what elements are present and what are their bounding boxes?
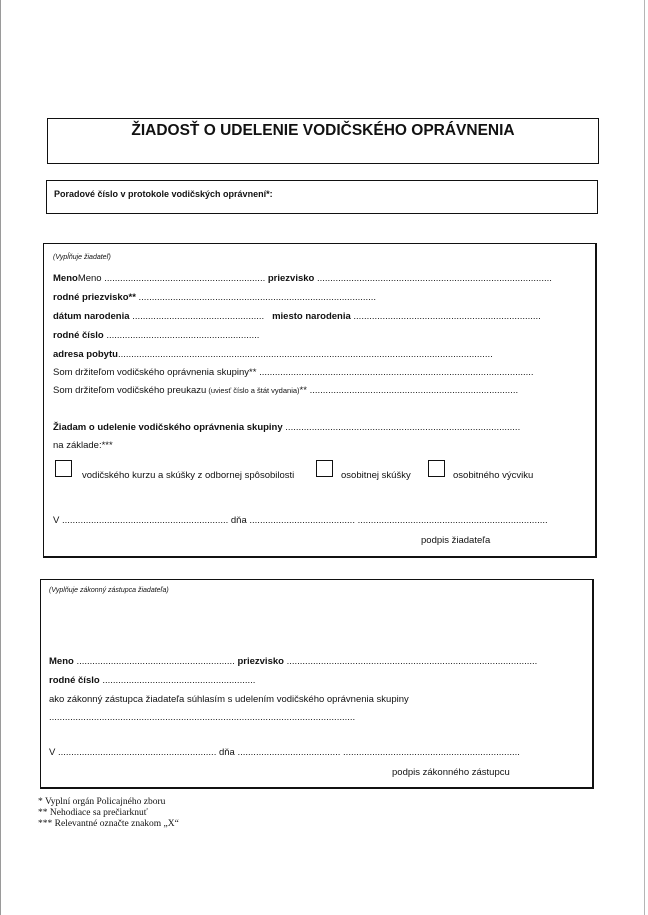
meno-label: Meno: [53, 273, 78, 284]
page-edge: [0, 0, 1, 915]
guardian-name-line[interactable]: [49, 656, 537, 668]
guardian-rodne-cislo-label: rodné číslo: [49, 675, 100, 686]
adresa-dots: ..............................................................................................................................................: [117, 349, 493, 360]
footnote-1: * Vyplní orgán Policajného zboru: [38, 797, 166, 807]
datum-dots: ..................................................: [129, 311, 265, 322]
applicant-birth-line[interactable]: [53, 311, 541, 323]
drzitel-opravnenia-label: Som držiteľom vodičského oprávnenia skupiny**: [53, 367, 257, 378]
drzitel-preukazu-note: (uviesť číslo a štát vydania): [206, 386, 300, 395]
checkbox-driving-course[interactable]: [55, 460, 72, 477]
drzitel-preukazu-dots: ...............................................................................: [306, 385, 519, 396]
rodne-priezvisko-dots: ..........................................................................................: [135, 292, 377, 303]
protocol-number-label: Poradové číslo v protokole vodičských oprávnení*:: [54, 189, 273, 199]
applicant-note: (Vypĺňuje žiadateľ): [53, 254, 111, 261]
rodne-priezvisko-label: rodné priezvisko**: [53, 292, 136, 303]
applicant-name-line[interactable]: [53, 273, 552, 285]
applicant-section: [43, 243, 597, 558]
option-driving-course-label: vodičského kurzu a skúšky z odbornej spôsobilosti: [82, 470, 295, 481]
miesto-dots: .......................................................................: [350, 311, 541, 322]
na-zaklade-label: na základe:***: [53, 440, 113, 451]
checkbox-special-training[interactable]: [428, 460, 445, 477]
guardian-meno-dots: ............................................................: [73, 656, 235, 667]
rodne-cislo-dots: ..........................................................: [103, 330, 260, 341]
rodne-cislo-label: rodné číslo: [53, 330, 104, 341]
applicant-maiden-name-line[interactable]: [53, 292, 376, 304]
applicant-place-date-line[interactable]: [53, 515, 548, 527]
guardian-birth-number-line[interactable]: [49, 675, 255, 687]
ziadam-dots: .........................................................................................: [282, 422, 521, 433]
drzitel-preukazu-suffix: **: [299, 385, 307, 396]
drzitel-preukazu-label: Som držiteľom vodičského preukazu: [53, 385, 207, 396]
option-special-exam-label: osobitnej skúšky: [341, 470, 411, 481]
applicant-signature-label: podpis žiadateľa: [421, 535, 491, 546]
guardian-meno-label: Meno: [49, 656, 74, 667]
applicant-address-line[interactable]: [53, 349, 493, 361]
footnote-3: *** Relevantné označte znakom „X“: [38, 819, 179, 829]
guardian-priezvisko-label: priezvisko: [237, 656, 284, 667]
guardian-priezvisko-dots: ...............................................................................................: [283, 656, 538, 667]
license-card-line[interactable]: [53, 385, 518, 397]
document-title: ŽIADOSŤ O UDELENIE VODIČSKÉHO OPRÁVNENIA: [131, 122, 515, 139]
guardian-consent-text: ako zákonný zástupca žiadateľa súhlasím s udelením vodičského oprávnenia skupiny: [49, 694, 409, 705]
guardian-signature-label: podpis zákonného zástupcu: [392, 767, 510, 778]
place-date-dots: V ............................................................... dňa ........................................: [53, 515, 358, 526]
priezvisko-dots: .........................................................................................: [314, 273, 552, 284]
ziadam-label: Žiadam o udelenie vodičského oprávnenia skupiny: [53, 422, 283, 433]
checkbox-special-exam[interactable]: [316, 460, 333, 477]
guardian-place-date-line[interactable]: [49, 747, 520, 759]
drzitel-opravnenia-dots: ........................................................................................................: [256, 367, 534, 378]
guardian-signature-dots: ...................................................................: [343, 747, 520, 758]
meno-dots: Meno .............................................................: [77, 273, 268, 284]
guardian-note: (Vyplňuje zákonný zástupca žiadateľa): [49, 587, 169, 594]
signature-dots: ........................................................................: [357, 515, 548, 526]
applicant-birth-number-line[interactable]: [53, 330, 259, 342]
request-group-line[interactable]: [53, 422, 520, 434]
guardian-rodne-cislo-dots: ..........................................................: [99, 675, 256, 686]
option-special-training-label: osobitného výcviku: [453, 470, 534, 481]
license-group-line[interactable]: [53, 367, 534, 379]
miesto-narodenia-label: miesto narodenia: [272, 311, 351, 322]
priezvisko-label: priezvisko: [267, 273, 315, 284]
guardian-place-date-dots: V ............................................................ dňa .......................................: [49, 747, 344, 758]
adresa-pobytu-label: adresa pobytu: [53, 349, 118, 360]
guardian-consent-group-line[interactable]: ....................................................................................................................: [49, 712, 356, 723]
page-edge: [644, 0, 645, 915]
datum-narodenia-label: dátum narodenia: [53, 311, 130, 322]
footnote-2: ** Nehodiace sa prečiarknuť: [38, 808, 148, 818]
